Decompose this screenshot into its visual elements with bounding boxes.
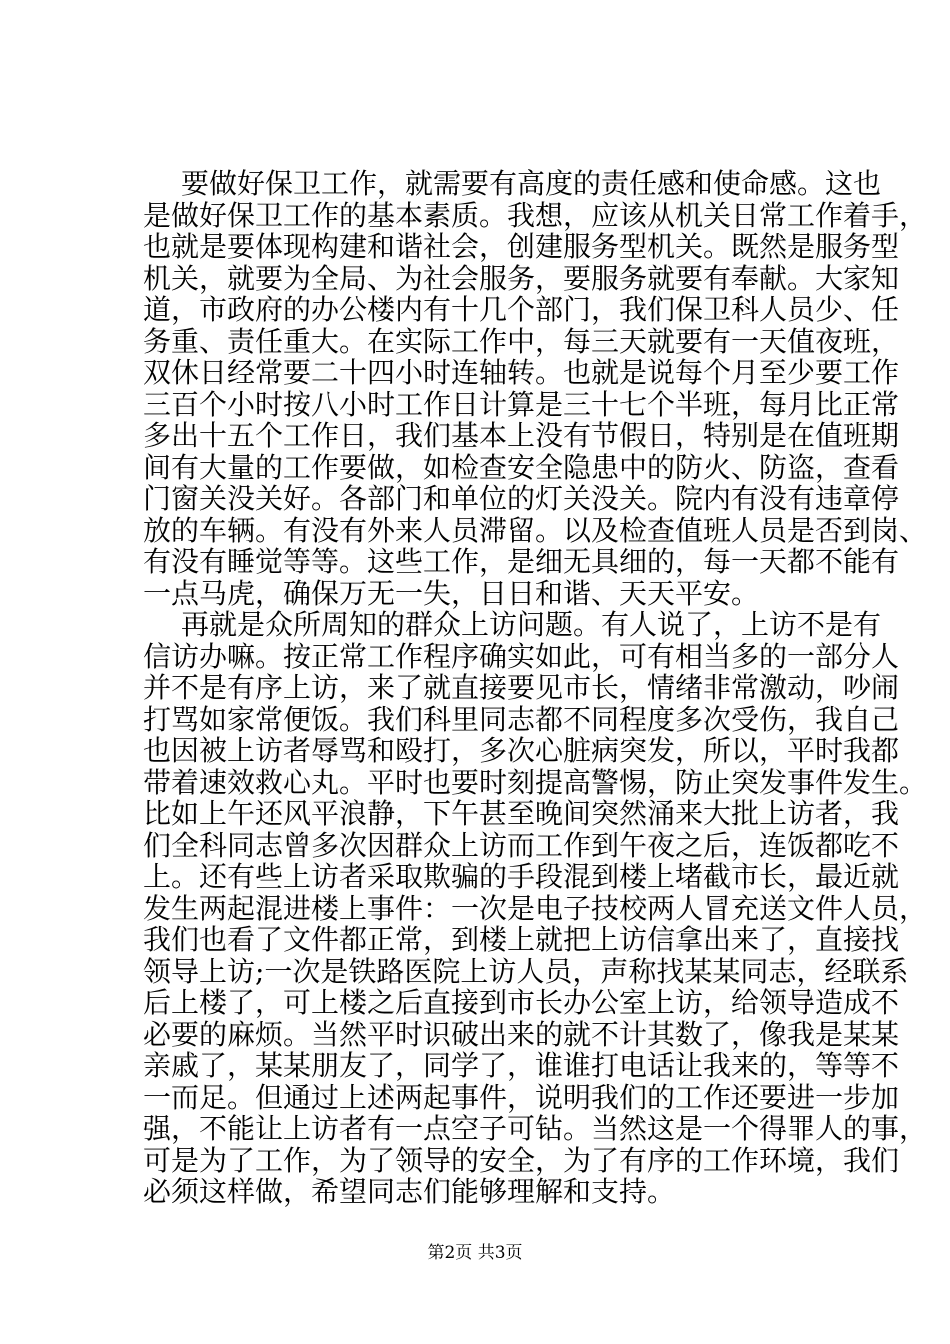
text-line: 再就是众所周知的群众上访问题。有人说了，上访不是有	[181, 608, 882, 641]
text-line: 也就是要体现构建和谐社会，创建服务型机关。既然是服务型	[143, 230, 900, 263]
text-line: 间有大量的工作要做，如检查安全隐患中的防火、防盗，查看	[143, 450, 900, 484]
text-line: 多出十五个工作日，我们基本上没有节假日，特别是在值班期	[143, 419, 900, 452]
text-line: 上。还有些上访者采取欺骗的手段混到楼上堵截市长，最近就	[143, 860, 900, 893]
text-line: 也因被上访者辱骂和殴打，多次心脏病突发，所以，平时我都	[143, 734, 900, 767]
text-line: 门窗关没关好。各部门和单位的灯关没关。院内有没有违章停	[143, 482, 900, 515]
text-line: 亲戚了，某某朋友了，同学了，谁谁打电话让我来的，等等不	[143, 1049, 900, 1082]
text-line: 比如上午还风平浪静，下午甚至晚间突然涌来大批上访者，我	[143, 797, 900, 830]
text-line: 后上楼了，可上楼之后直接到市长办公室上访，给领导造成不	[143, 986, 900, 1019]
text-line: 必要的麻烦。当然平时识破出来的就不计其数了，像我是某某	[143, 1017, 900, 1051]
text-line: 三百个小时按八小时工作日计算是三十七个半班，每月比正常	[143, 387, 900, 421]
text-line: 们全科同志曾多次因群众上访而工作到午夜之后，连饭都吃不	[143, 828, 900, 862]
text-line: 一点马虎，确保万无一失，日日和谐、天天平安。	[143, 576, 760, 610]
paragraph-2	[143, 608, 928, 1208]
text-line: 可是为了工作，为了领导的安全，为了有序的工作环境，我们	[143, 1143, 900, 1177]
text-line: 打骂如家常便饭。我们科里同志都不同程度多次受伤，我自己	[143, 702, 900, 736]
text-line: 强，不能让上访者有一点空子可钻。当然这是一个得罪人的事，	[143, 1112, 928, 1145]
text-line: 必须这样做，希望同志们能够理解和支持。	[143, 1175, 676, 1208]
text-line: 双休日经常要二十四小时连轴转。也就是说每个月至少要工作	[143, 356, 900, 389]
text-line: 信访办嘛。按正常工作程序确实如此，可有相当多的一部分人	[143, 639, 900, 673]
text-line: 带着速效救心丸。平时也要时刻提高警惕，防止突发事件发生。	[143, 765, 928, 799]
text-line: 要做好保卫工作，就需要有高度的责任感和使命感。这也	[181, 167, 882, 200]
text-line: 发生两起混进楼上事件：一次是电子技校两人冒充送文件人员，	[143, 891, 928, 925]
document-body	[143, 167, 928, 1208]
paragraph-1	[143, 167, 928, 610]
page-number-footer: 第2页 共3页	[427, 1243, 523, 1263]
text-line: 是做好保卫工作的基本素质。我想，应该从机关日常工作着手，	[143, 198, 928, 232]
text-line: 机关，就要为全局、为社会服务，要服务就要有奉献。大家知	[143, 261, 900, 295]
text-line: 并不是有序上访，来了就直接要见市长，情绪非常激动，吵闹	[143, 671, 900, 704]
text-line: 务重、责任重大。在实际工作中，每三天就要有一天值夜班，	[143, 324, 900, 358]
text-line: 有没有睡觉等等。这些工作，是细无具细的，每一天都不能有	[143, 545, 900, 578]
text-line: 领导上访;一次是铁路医院上访人员，声称找某某同志，经联系	[143, 954, 909, 988]
text-line: 我们也看了文件都正常，到楼上就把上访信拿出来了，直接找	[143, 923, 900, 956]
text-line: 道，市政府的办公楼内有十几个部门，我们保卫科人员少、任	[143, 293, 900, 326]
text-line: 放的车辆。有没有外来人员滞留。以及检查值班人员是否到岗、	[143, 513, 928, 547]
text-line: 一而足。但通过上述两起事件，说明我们的工作还要进一步加	[143, 1080, 900, 1114]
